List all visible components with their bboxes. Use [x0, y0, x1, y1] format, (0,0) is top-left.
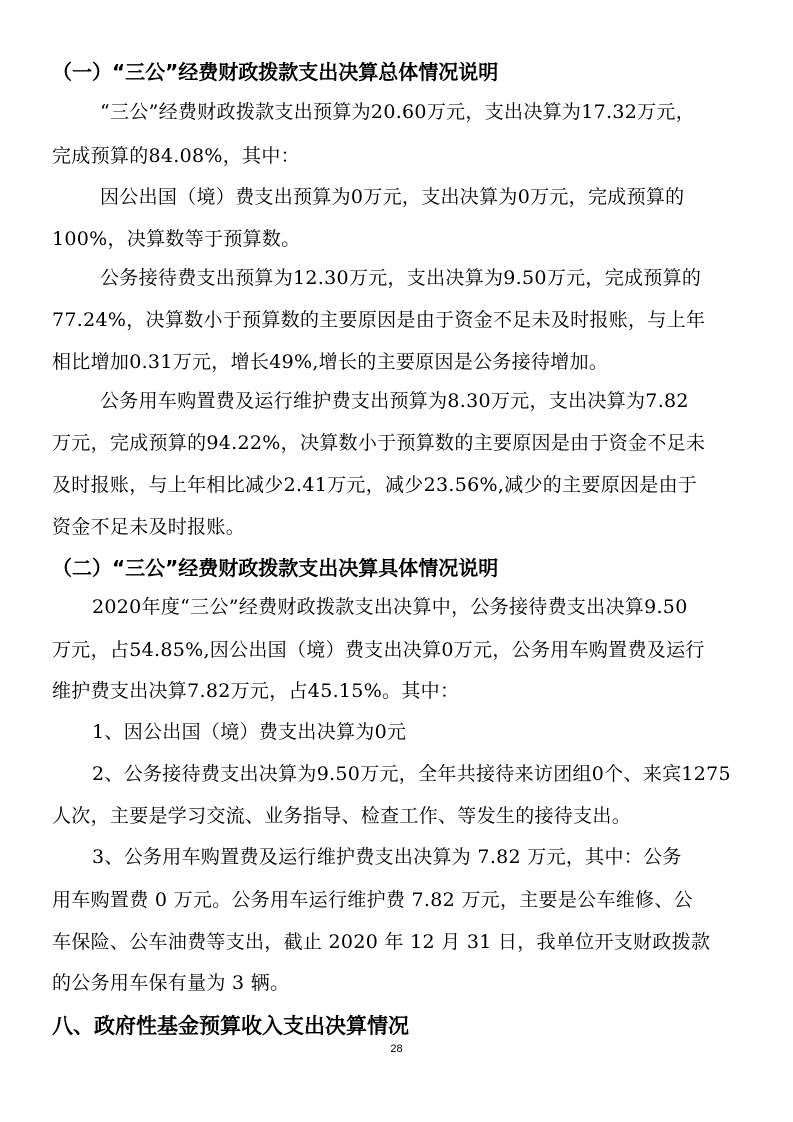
text-line: 2020年度“三公”经费财政拨款支出决算中，公务接待费支出决算9.50	[92, 596, 688, 618]
text-line: “三公”经费财政拨款支出预算为20.60万元，支出决算为17.32万元，	[100, 101, 696, 123]
section-heading-overall: （一）“三公”经费财政拨款支出决算总体情况说明	[52, 60, 499, 84]
text-line: 及时报账，与上年相比减少2.41万元，减少23.56%,减少的主要原因是由于	[52, 474, 698, 496]
section-heading-government-fund: 八、政府性基金预算收入支出决算情况	[52, 1014, 409, 1038]
text-line: 公务用车购置费及运行维护费支出预算为8.30万元，支出决算为7.82	[100, 390, 689, 412]
text-line: 万元，占54.85%,因公出国（境）费支出决算0万元，公务用车购置费及运行	[52, 639, 705, 661]
text-line: 完成预算的84.08%，其中：	[52, 145, 300, 167]
text-line: 资金不足未及时报账。	[52, 516, 246, 538]
page-number: 28	[390, 1043, 403, 1055]
text-line: 的公务用车保有量为 3 辆。	[52, 972, 290, 994]
text-line: 公务接待费支出预算为12.30万元，支出决算为9.50万元，完成预算的	[100, 267, 702, 289]
text-line: 维护费支出决算7.82万元，占45.15%。其中：	[52, 680, 460, 702]
text-line: 相比增加0.31万元，增长49%,增长的主要原因是公务接待增加。	[52, 351, 609, 373]
section-heading-detail: （二）“三公”经费财政拨款支出决算具体情况说明	[52, 556, 499, 580]
text-line: 万元，完成预算的94.22%，决算数小于预算数的主要原因是由于资金不足未	[52, 432, 706, 454]
text-line: 用车购置费 0 万元。公务用车运行维护费 7.82 万元，主要是公车维修、公	[52, 889, 693, 911]
text-line: 1、因公出国（境）费支出决算为0元	[92, 721, 407, 743]
text-line: 2、公务接待费支出决算为9.50万元，全年共接待来访团组0个、来宾1275	[92, 763, 731, 785]
text-line: 人次，主要是学习交流、业务指导、检查工作、等发生的接待支出。	[52, 805, 632, 827]
text-line: 3、公务用车购置费及运行维护费支出决算为 7.82 万元，其中：公务	[92, 846, 682, 868]
text-line: 因公出国（境）费支出预算为0万元，支出决算为0万元，完成预算的	[100, 186, 685, 208]
text-line: 100%，决算数等于预算数。	[52, 228, 301, 250]
text-line: 77.24%，决算数小于预算数的主要原因是由于资金不足未及时报账，与上年	[52, 309, 706, 331]
text-line: 车保险、公车油费等支出，截止 2020 年 12 月 31 日，我单位开支财政拨款	[52, 931, 711, 953]
